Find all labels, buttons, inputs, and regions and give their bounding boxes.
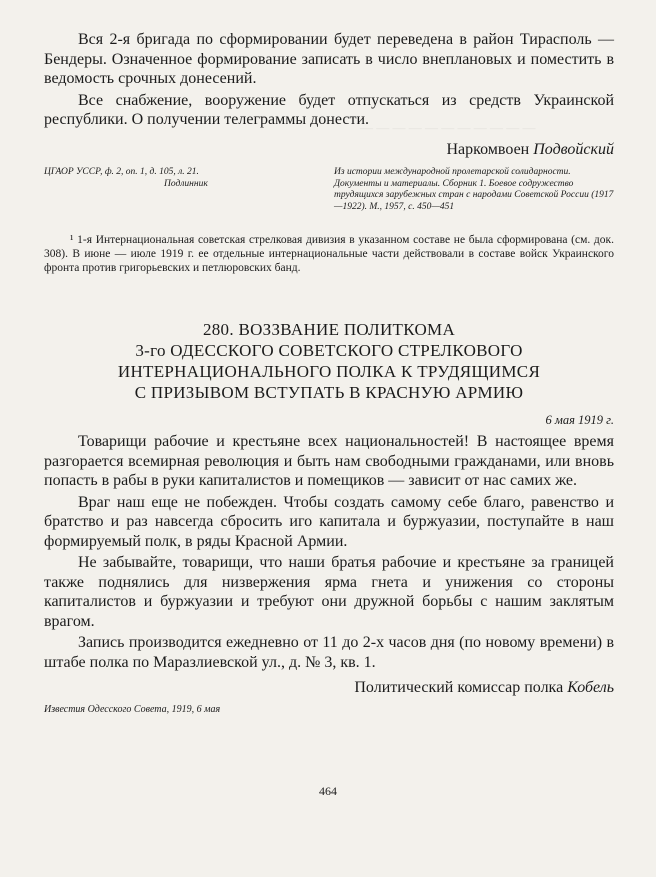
title-line: 280. ВОЗЗВАНИЕ ПОЛИТКОМА [202,320,456,339]
page-number: 464 [319,784,337,798]
page-content [44,30,614,715]
bleed-through-text: — — — — — — — — — — — [360,120,536,135]
title-line: 3-го ОДЕССКОГО СОВЕТСКОГО СТРЕЛКОВОГО [135,341,523,360]
archive-reference [44,167,284,213]
archive-line-1: ЦГАОР УССР, ф. 2, оп. 1, д. 105, л. 21. [44,167,199,177]
body-paragraph-3: Не забывайте, товарищи, что наши братья рабочие и крестьяне за границей также поднялись для низвержения ярма гнета и унижения со стороны капиталистов и буржуазии и требуют они дружной борьбы с нашим заклятым врагом. [44,554,614,630]
intro-paragraph-1: Вся 2-я бригада по сформировании будет переведена в район Тирасполь — Бендеры. Означенное формирование записать в число внеплановых и поместить в ведомость срочных донесений. [44,31,614,87]
sources-block [44,167,614,213]
body-paragraph-2: Враг наш еще не побежден. Чтобы создать самому себе благо, равенство и братство и раз навсегда сбросить иго капитала и буржуазии, поступайте в наш формируемый полк, в ряды Красной Армии. [44,493,614,550]
intro-paragraph-2: Все снабжение, вооружение будет отпускаться из средств Украинской республики. О получении телеграммы донести. [44,91,614,128]
signature-podvoisky [44,140,614,160]
document-date: 6 мая 1919 г. [545,413,614,427]
publication-reference: Из истории международной пролетарской солидарности. Документы и материалы. Сборник 1. Боевое содружество трудящихся зарубежных стран с народами Советской России (1917—1922). М., 1957, с. 450—451 [334,167,614,212]
signature-name: Кобель [567,679,614,696]
signature-name: Подвойский [533,140,614,158]
title-line: С ПРИЗЫВОМ ВСТУПАТЬ В КРАСНУЮ АРМИЮ [134,383,524,402]
signature-role: Политический комиссар полка [354,679,568,696]
footnote: ¹ 1-я Интернациональная советская стрелковая дивизия в указанном составе не была сформирована (см. док. 308). В июне — июле 1919 г. ее отдельные интернациональные части действовали в составе войск Украинского фронта против григорьевских и петлюровских банд. [44,234,614,274]
signature-kobel [44,678,614,698]
document-source: Известия Одесского Совета, 1919, 6 мая [44,703,221,715]
title-line: ИНТЕРНАЦИОНАЛЬНОГО ПОЛКА К ТРУДЯЩИМСЯ [117,362,541,381]
archive-line-2: Подлинник [164,178,208,189]
body-paragraph-4: Запись производится ежедневно от 11 до 2-х часов дня (по новому времени) в штабе полка по Маразлиевской ул., д. № 3, кв. 1. [44,634,614,671]
document-title [44,319,614,403]
body-paragraph-1: Товарищи рабочие и крестьяне всех национальностей! В настоящее время разгорается всемирная революция и быть нам свободными гражданами, или вновь попасть в рабы в руки капиталистов и помещиков — зависит от нас самих же. [44,433,614,489]
signature-role: Наркомвоен [446,140,534,158]
